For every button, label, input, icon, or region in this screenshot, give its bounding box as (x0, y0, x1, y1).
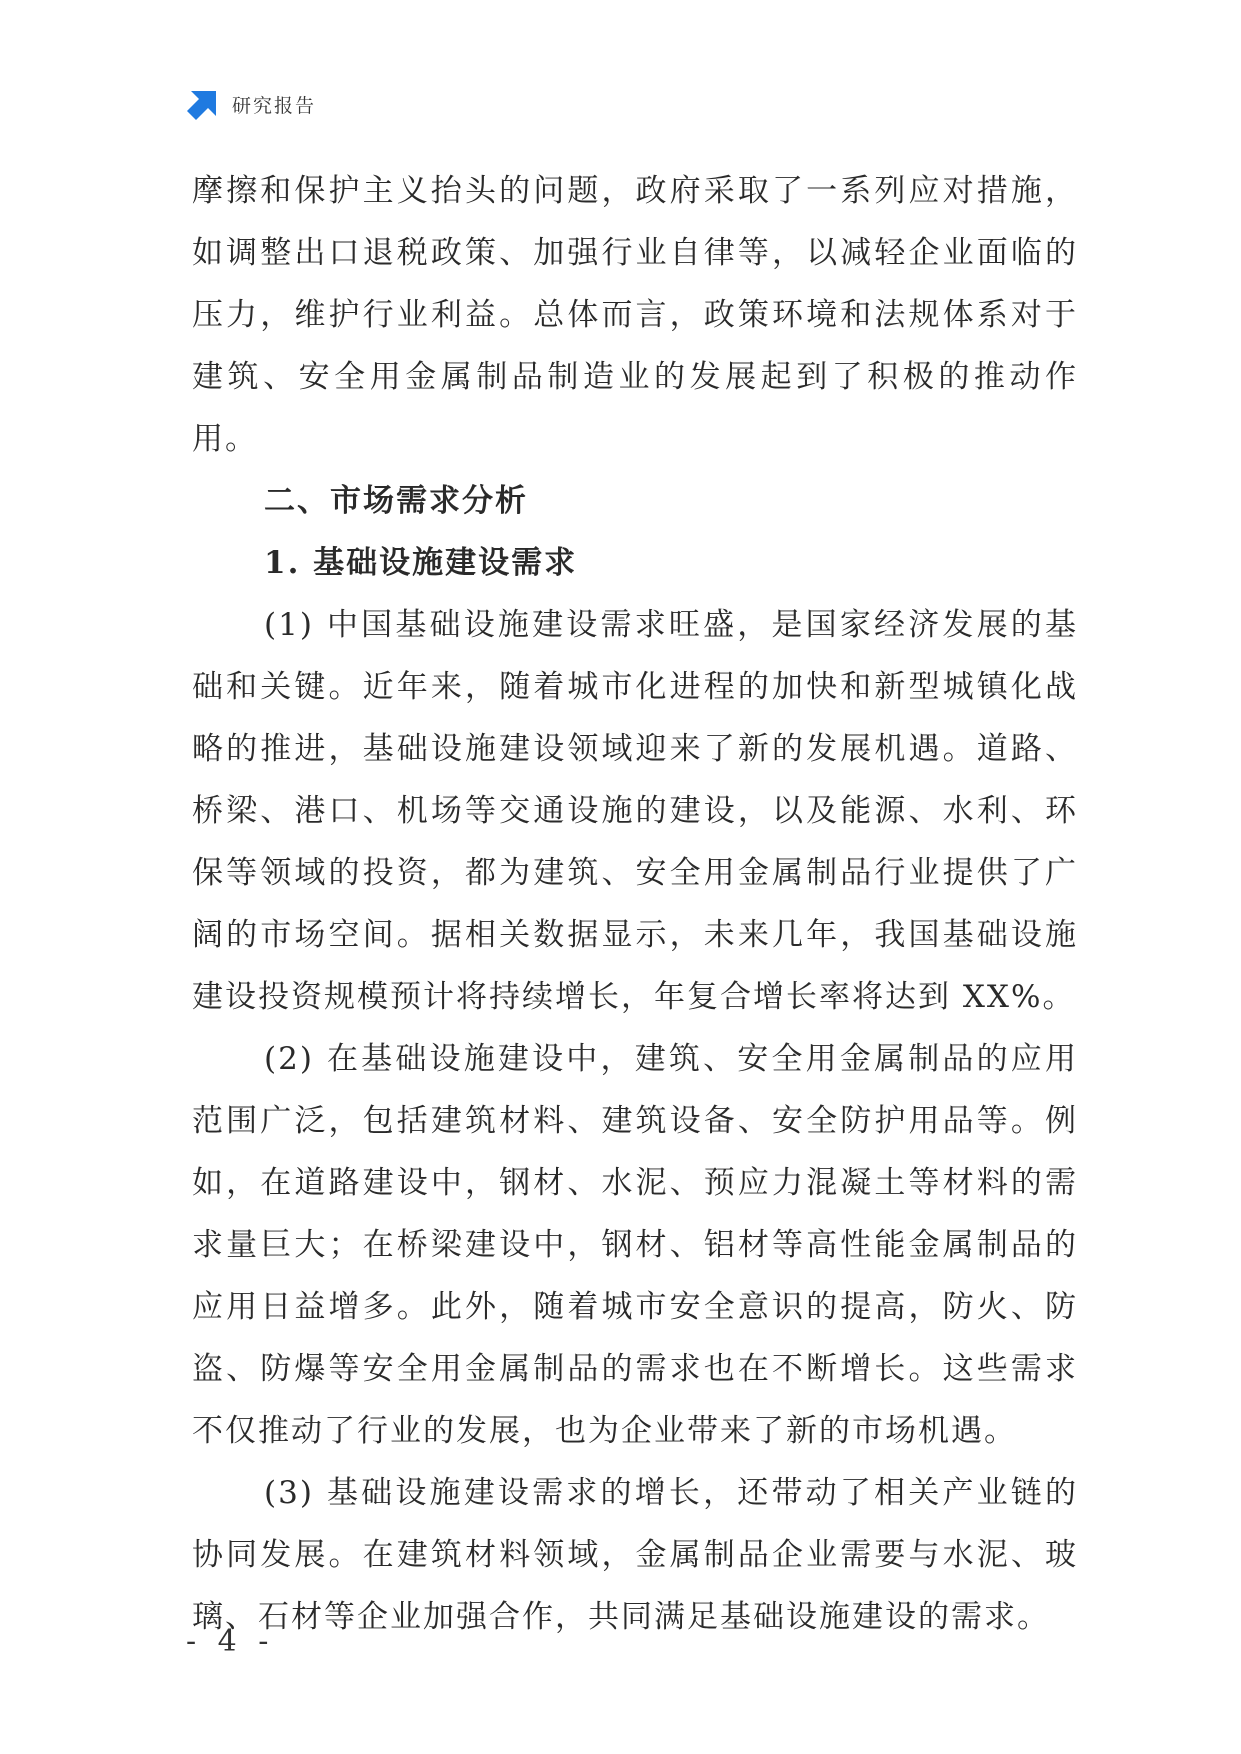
paragraph-1: (1) 中国基础设施建设需求旺盛，是国家经济发展的基础和关键。近年来，随着城市化进程的加快和新型城镇化战略的推进，基础设施建设领域迎来了新的发展机遇。道路、桥梁、港口、机场等交通设施的建设，以及能源、水利、环保等领域的投资，都为建筑、安全用金属制品行业提供了广阔的市场空间。据相关数据显示，未来几年，我国基础设施建设投资规模预计将持续增长，年复合增长率将达到 XX%。 (192, 607, 1078, 1015)
sub-heading: 1. 基础设施建设需求 (264, 545, 578, 581)
continuation-paragraph: 摩擦和保护主义抬头的问题，政府采取了一系列应对措施，如调整出口退税政策、加强行业自律等，以减轻企业面临的压力，维护行业利益。总体而言，政策环境和法规体系对于建筑、安全用金属制品制造业的发展起到了积极的推动作用。 (192, 173, 1078, 457)
report-header (186, 86, 316, 122)
header-title: 研究报告 (232, 94, 317, 117)
page-number: - 4 - (186, 1624, 275, 1659)
paragraph-3: (3) 基础设施建设需求的增长，还带动了相关产业链的协同发展。在建筑材料领域，金属制品企业需要与水泥、玻璃、石材等企业加强合作，共同满足基础设施建设的需求。 (192, 1475, 1078, 1635)
section-heading: 二、市场需求分析 (264, 483, 528, 519)
arrow-up-right-icon (186, 87, 220, 121)
paragraph-2: (2) 在基础设施建设中，建筑、安全用金属制品的应用范围广泛，包括建筑材料、建筑设备、安全防护用品等。例如，在道路建设中，钢材、水泥、预应力混凝土等材料的需求量巨大；在桥梁建设中，钢材、铝材等高性能金属制品的应用日益增多。此外，随着城市安全意识的提高，防火、防盗、防爆等安全用金属制品的需求也在不断增长。这些需求不仅推动了行业的发展，也为企业带来了新的市场机遇。 (192, 1041, 1078, 1449)
document-body (192, 160, 1078, 1648)
